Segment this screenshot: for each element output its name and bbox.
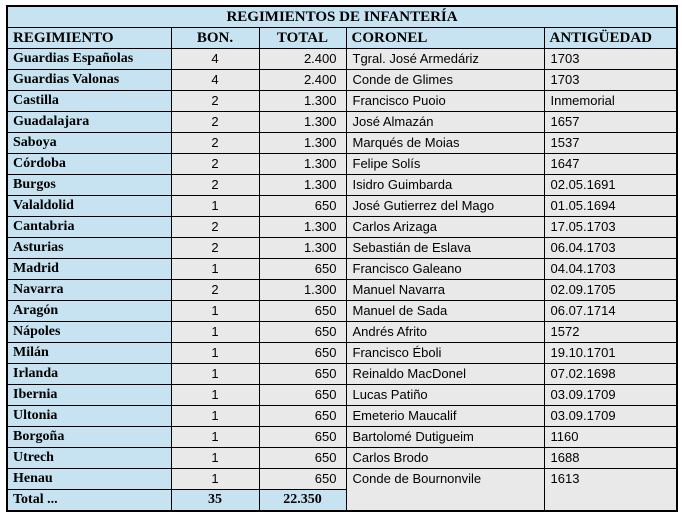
table-row (7, 385, 677, 406)
cell-bon: 1 (171, 322, 259, 343)
cell-total: 650 (259, 259, 346, 280)
cell-total: 650 (259, 196, 346, 217)
cell-regimiento: Asturias (7, 238, 171, 259)
table-row (7, 49, 677, 70)
table-row (7, 238, 677, 259)
cell-antiguedad: 01.05.1694 (544, 196, 677, 217)
cell-coronel: Carlos Brodo (346, 448, 544, 469)
table-row (7, 133, 677, 154)
cell-total: 1.300 (259, 217, 346, 238)
table-row (7, 280, 677, 301)
cell-coronel: Francisco Puoio (346, 91, 544, 112)
infantry-regiments-table (6, 5, 678, 512)
cell-antiguedad: 06.07.1714 (544, 301, 677, 322)
cell-bon: 4 (171, 49, 259, 70)
cell-bon: 1 (171, 301, 259, 322)
table-row (7, 448, 677, 469)
cell-coronel: Bartolomé Dutigueim (346, 427, 544, 448)
cell-antiguedad: 04.04.1703 (544, 259, 677, 280)
cell-coronel: Francisco Galeano (346, 259, 544, 280)
table-row (7, 217, 677, 238)
cell-antiguedad: 1647 (544, 154, 677, 175)
column-header-coronel: CORONEL (346, 28, 544, 49)
cell-bon: 2 (171, 238, 259, 259)
cell-regimiento: Navarra (7, 280, 171, 301)
cell-total: 650 (259, 343, 346, 364)
table-row (7, 364, 677, 385)
cell-total: 650 (259, 448, 346, 469)
title-row (7, 6, 677, 28)
table-row (7, 70, 677, 91)
cell-coronel: Manuel de Sada (346, 301, 544, 322)
cell-coronel: Marqués de Moias (346, 133, 544, 154)
cell-coronel: Sebastián de Eslava (346, 238, 544, 259)
table-row (7, 406, 677, 427)
cell-bon: 2 (171, 217, 259, 238)
cell-antiguedad: 1160 (544, 427, 677, 448)
cell-antiguedad: 1613 (544, 469, 677, 512)
cell-total: 650 (259, 469, 346, 490)
cell-antiguedad: 17.05.1703 (544, 217, 677, 238)
cell-regimiento: Castilla (7, 91, 171, 112)
cell-total: 650 (259, 427, 346, 448)
cell-bon: 1 (171, 364, 259, 385)
cell-total: 650 (259, 406, 346, 427)
cell-coronel: Andrés Afrito (346, 322, 544, 343)
table-row (7, 343, 677, 364)
header-row (7, 28, 677, 49)
cell-coronel: Isidro Guimbarda (346, 175, 544, 196)
column-header-regimiento: REGIMIENTO (7, 28, 171, 49)
cell-regimiento: Ultonia (7, 406, 171, 427)
cell-regimiento: Burgos (7, 175, 171, 196)
cell-antiguedad: 1537 (544, 133, 677, 154)
cell-antiguedad: 1688 (544, 448, 677, 469)
cell-bon: 2 (171, 112, 259, 133)
cell-regimiento: Ibernia (7, 385, 171, 406)
cell-regimiento: Milán (7, 343, 171, 364)
cell-bon: 1 (171, 469, 259, 490)
total-sum-cell: 22.350 (259, 490, 346, 512)
table-row (7, 91, 677, 112)
cell-regimiento: Borgoña (7, 427, 171, 448)
cell-total: 2.400 (259, 49, 346, 70)
table-row (7, 427, 677, 448)
cell-coronel: Reinaldo MacDonel (346, 364, 544, 385)
cell-total: 1.300 (259, 133, 346, 154)
cell-bon: 4 (171, 70, 259, 91)
cell-antiguedad: 03.09.1709 (544, 406, 677, 427)
cell-total: 650 (259, 322, 346, 343)
cell-total: 1.300 (259, 112, 346, 133)
cell-antiguedad: 02.05.1691 (544, 175, 677, 196)
table-row (7, 322, 677, 343)
cell-bon: 1 (171, 427, 259, 448)
table-row (7, 301, 677, 322)
cell-regimiento: Cantabria (7, 217, 171, 238)
cell-antiguedad: 06.04.1703 (544, 238, 677, 259)
cell-coronel: Tgral. José Armedáriz (346, 49, 544, 70)
cell-antiguedad: 19.10.1701 (544, 343, 677, 364)
cell-bon: 2 (171, 280, 259, 301)
table-row (7, 469, 677, 490)
cell-total: 1.300 (259, 154, 346, 175)
cell-regimiento: Guardias Españolas (7, 49, 171, 70)
table-title: REGIMIENTOS DE INFANTERÍA (7, 6, 677, 28)
table-row (7, 175, 677, 196)
cell-total: 1.300 (259, 175, 346, 196)
cell-coronel: Conde de Bournonvile (346, 469, 544, 512)
cell-coronel: Manuel Navarra (346, 280, 544, 301)
cell-coronel: José Almazán (346, 112, 544, 133)
cell-coronel: Carlos Arizaga (346, 217, 544, 238)
total-label-cell: Total ... (7, 490, 171, 512)
cell-bon: 2 (171, 133, 259, 154)
cell-regimiento: Irlanda (7, 364, 171, 385)
cell-bon: 1 (171, 259, 259, 280)
column-header-antiguedad: ANTIGÜEDAD (544, 28, 677, 49)
cell-coronel: Conde de Glimes (346, 70, 544, 91)
cell-bon: 1 (171, 406, 259, 427)
cell-regimiento: Aragón (7, 301, 171, 322)
cell-total: 1.300 (259, 91, 346, 112)
column-header-total: TOTAL (259, 28, 346, 49)
cell-coronel: José Gutierrez del Mago (346, 196, 544, 217)
cell-antiguedad: 07.02.1698 (544, 364, 677, 385)
table-row (7, 196, 677, 217)
cell-regimiento: Saboya (7, 133, 171, 154)
cell-regimiento: Henau (7, 469, 171, 490)
cell-bon: 2 (171, 175, 259, 196)
table-row (7, 259, 677, 280)
cell-antiguedad: 1703 (544, 70, 677, 91)
cell-total: 1.300 (259, 280, 346, 301)
cell-regimiento: Valaldolid (7, 196, 171, 217)
cell-total: 650 (259, 364, 346, 385)
cell-antiguedad: Inmemorial (544, 91, 677, 112)
cell-bon: 1 (171, 385, 259, 406)
cell-total: 2.400 (259, 70, 346, 91)
cell-coronel: Francisco Éboli (346, 343, 544, 364)
cell-bon: 1 (171, 448, 259, 469)
cell-antiguedad: 03.09.1709 (544, 385, 677, 406)
total-bon-cell: 35 (171, 490, 259, 512)
table-row (7, 154, 677, 175)
cell-bon: 1 (171, 196, 259, 217)
regiment-rows (7, 49, 677, 512)
cell-antiguedad: 1657 (544, 112, 677, 133)
cell-regimiento: Madrid (7, 259, 171, 280)
cell-bon: 2 (171, 154, 259, 175)
column-header-bon: BON. (171, 28, 259, 49)
cell-total: 1.300 (259, 238, 346, 259)
cell-antiguedad: 1572 (544, 322, 677, 343)
cell-coronel: Emeterio Maucalif (346, 406, 544, 427)
cell-coronel: Lucas Patiño (346, 385, 544, 406)
cell-bon: 1 (171, 343, 259, 364)
cell-regimiento: Nápoles (7, 322, 171, 343)
cell-total: 650 (259, 385, 346, 406)
cell-regimiento: Guadalajara (7, 112, 171, 133)
cell-antiguedad: 02.09.1705 (544, 280, 677, 301)
cell-regimiento: Córdoba (7, 154, 171, 175)
cell-regimiento: Guardias Valonas (7, 70, 171, 91)
cell-antiguedad: 1703 (544, 49, 677, 70)
cell-coronel: Felipe Solís (346, 154, 544, 175)
table-row (7, 112, 677, 133)
cell-regimiento: Utrech (7, 448, 171, 469)
cell-bon: 2 (171, 91, 259, 112)
cell-total: 650 (259, 301, 346, 322)
